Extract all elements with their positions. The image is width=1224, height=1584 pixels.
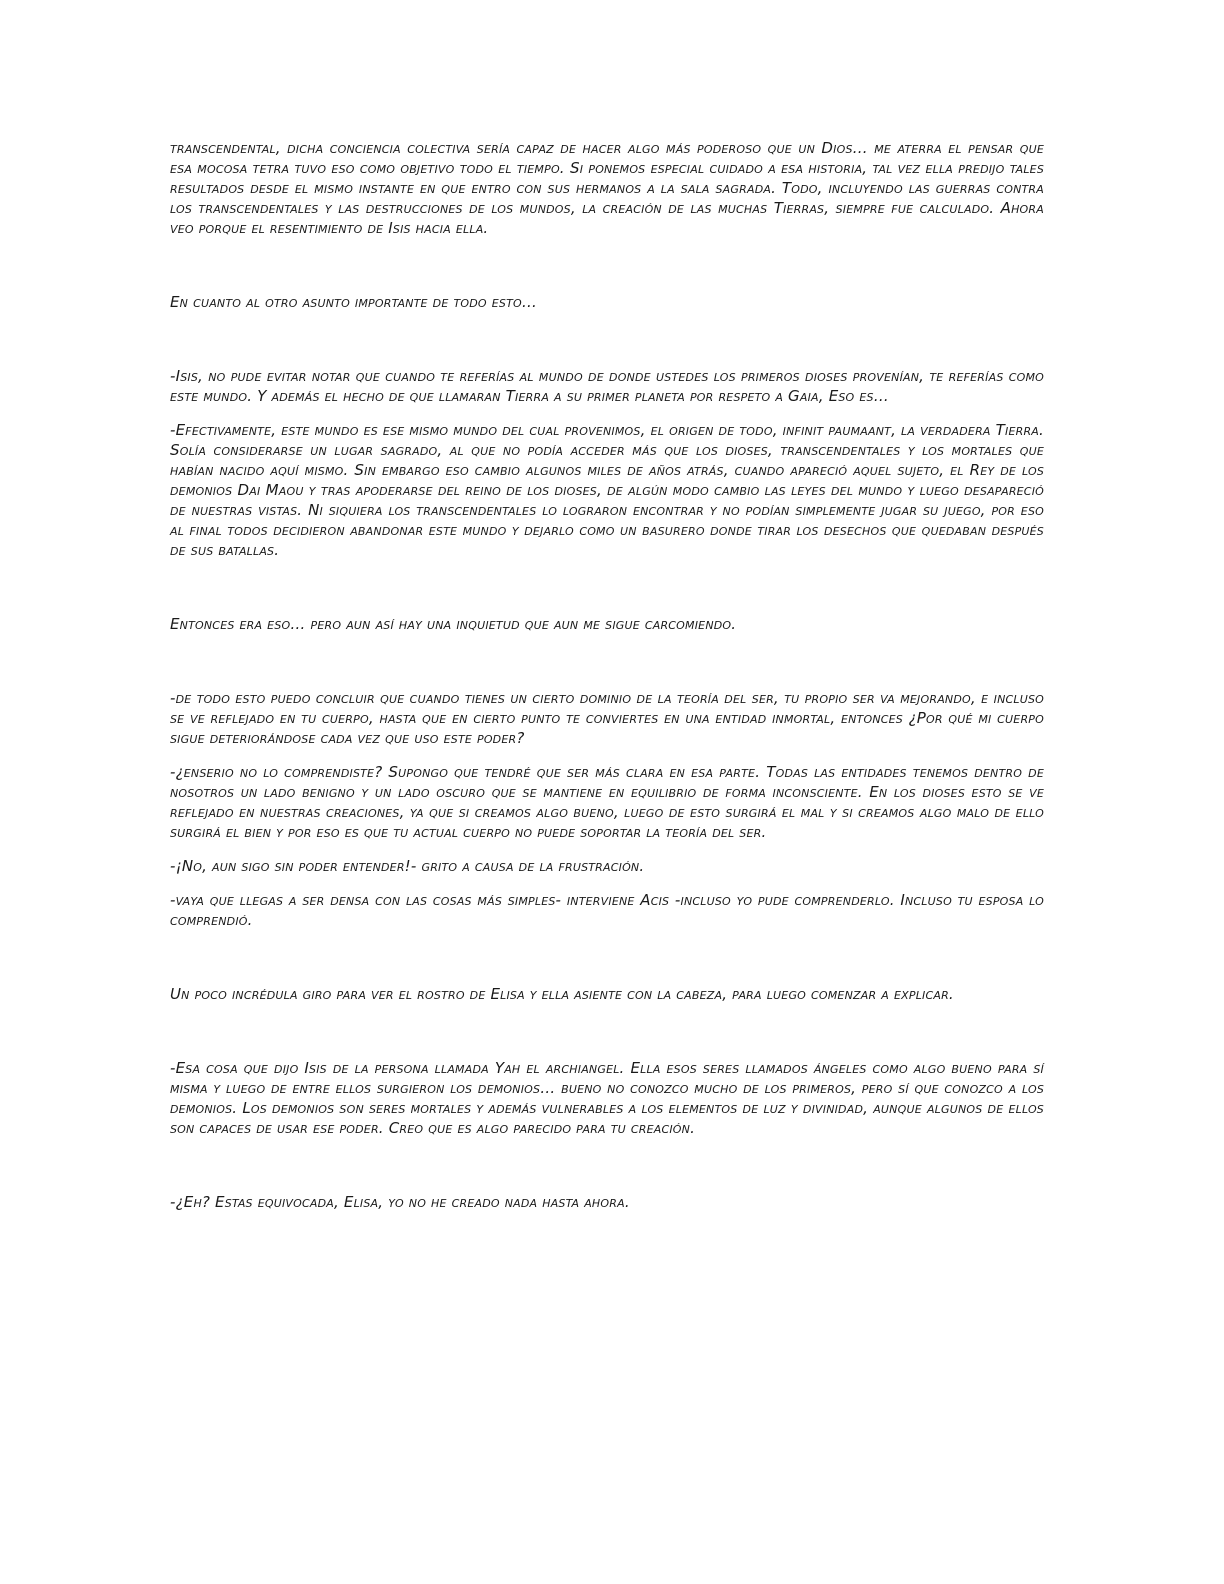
paragraph-6: -de todo esto puedo concluir que cuando tienes un cierto dominio de la teoría del ser, tu propio ser va mejorando, e incluso se ve reflejado en tu cuerpo, hasta que en cierto punto te conviertes en una entidad inmortal, entonces ¿Por qué mi cuerpo sigue deteriorándose cada vez que uso este poder?: [170, 689, 1044, 747]
paragraph-11: -Esa cosa que dijo Isis de la persona llamada Yah el archiangel. Ella esos seres llamados ángeles como algo bueno para sí misma y luego de entre ellos surgieron los demonios… bueno no conozco mucho de los primeros, pero sí que conozco a los demonios. Los demonios son seres mortales y además vulnerables a los elementos de luz y divinidad, aunque algunos de ellos son capaces de usar ese poder. Creo que es algo parecido para tu creación.: [170, 1059, 1044, 1137]
paragraph-12: -¿Eh? Estas equivocada, Elisa, yo no he creado nada hasta ahora.: [170, 1193, 630, 1211]
paragraph-7: -¿enserio no lo comprendiste? Supongo que tendré que ser más clara en esa parte. Todas las entidades tenemos dentro de nosotros un lado benigno y un lado oscuro que se mantiene en equilibrio de forma inconsciente. En los dioses esto se ve reflejado en nuestras creaciones, ya que si creamos algo bueno, luego de esto surgirá el mal y si creamos algo malo de ello surgirá el bien y por eso es que tu actual cuerpo no puede soportar la teoría del ser.: [170, 763, 1044, 841]
paragraph-8: -¡No, aun sigo sin poder entender!- grito a causa de la frustración.: [170, 857, 645, 875]
paragraph-9: -vaya que llegas a ser densa con las cosas más simples- interviene Acis -incluso yo pude comprenderlo. Incluso tu esposa lo comprendió.: [170, 891, 1044, 929]
paragraph-10: Un poco incrédula giro para ver el rostro de Elisa y ella asiente con la cabeza, para luego comenzar a explicar.: [170, 985, 954, 1003]
paragraph-3: -Isis, no pude evitar notar que cuando te referías al mundo de donde ustedes los primeros dioses provenían, te referías como este mundo. Y además el hecho de que llamaran Tierra a su primer planeta por respeto a Gaia, Eso es…: [170, 367, 1044, 405]
document-page: [170, 138, 1044, 1212]
paragraph-4: -Efectivamente, este mundo es ese mismo mundo del cual provenimos, el origen de todo, infinit paumaant, la verdadera Tierra. Solía considerarse un lugar sagrado, al que no podía acceder más que los dioses, transcendentales y los mortales que habían nacido aquí mismo. Sin embargo eso cambio algunos miles de años atrás, cuando apareció aquel sujeto, el Rey de los demonios Dai Maou y tras apoderarse del reino de los dioses, de algún modo cambio las leyes del mundo y luego desapareció de nuestras vistas. Ni siquiera los transcendentales lo lograron encontrar y no podían simplemente jugar su juego, por eso al final todos decidieron abandonar este mundo y dejarlo como un basurero donde tirar los desechos que quedaban después de sus batallas.: [170, 421, 1044, 559]
paragraph-2: En cuanto al otro asunto importante de todo esto…: [170, 293, 538, 311]
paragraph-5: Entonces era eso… pero aun así hay una inquietud que aun me sigue carcomiendo.: [170, 615, 737, 633]
paragraph-1: transcendental, dicha conciencia colectiva sería capaz de hacer algo más poderoso que un Dios… me aterra el pensar que esa mocosa tetra tuvo eso como objetivo todo el tiempo. Si ponemos especial cuidado a esa historia, tal vez ella predijo tales resultados desde el mismo instante en que entro con sus hermanos a la sala sagrada. Todo, incluyendo las guerras contra los transcendentales y las destrucciones de los mundos, la creación de las muchas Tierras, siempre fue calculado. Ahora veo porque el resentimiento de Isis hacia ella.: [170, 139, 1044, 237]
